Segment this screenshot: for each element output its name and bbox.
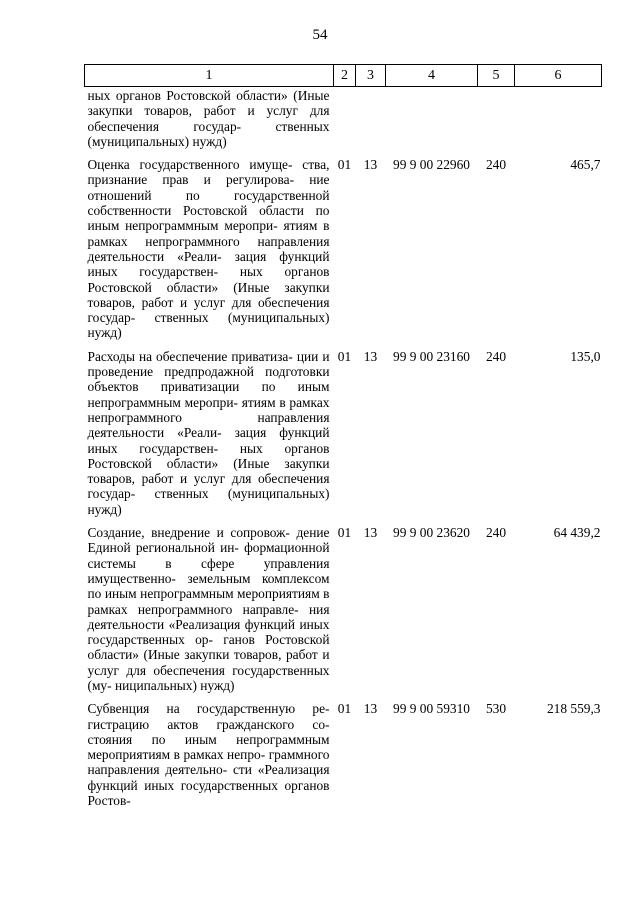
amount: 64 439,2 — [553, 525, 601, 541]
section-code: 01 — [337, 157, 352, 173]
description-line: управления имущественно- — [87, 555, 330, 586]
row-description — [85, 157, 334, 349]
row-description — [85, 349, 334, 525]
amount — [515, 87, 602, 158]
description-line: сти «Реализация функций иных — [87, 762, 330, 793]
section-code — [334, 87, 356, 158]
description-line: зация функций иных государствен- — [87, 425, 330, 456]
column-header-1: 1 — [85, 65, 334, 87]
amount: 218 559,3 — [546, 701, 601, 717]
column-header-3: 3 — [356, 65, 386, 87]
description-line: ние отношений по государственной — [87, 172, 330, 203]
description-line: Субвенция на государственную ре- — [87, 701, 330, 717]
table-row — [85, 701, 602, 816]
expense-type-code: 530 — [485, 701, 507, 717]
subsection-code: 13 — [363, 348, 378, 364]
description-line: функций иных государственных ор- — [87, 616, 330, 648]
amount: 465,7 — [570, 157, 601, 173]
description-line: направления деятельности «Реали- — [87, 409, 330, 441]
description-line: подготовки объектов приватизации — [87, 364, 330, 395]
table-row — [85, 349, 602, 525]
target-article-code: 99 9 00 22960 — [393, 157, 470, 173]
description-line: собственности Ростовской области — [87, 203, 304, 219]
subsection-code: 13 — [363, 157, 378, 173]
row-description — [85, 525, 334, 701]
description-line: дение Единой региональной ин- — [87, 525, 330, 556]
table-row — [85, 525, 602, 701]
section-code: 01 — [337, 701, 352, 717]
page-number: 54 — [312, 27, 328, 43]
subsection-code — [356, 87, 386, 158]
description-line: ятиям в рамках непрограммного — [87, 394, 330, 425]
expense-type-code: 240 — [485, 525, 507, 541]
description-line: услуг для обеспечения государ- — [87, 294, 330, 326]
description-line: обеспечения государственных (му- — [87, 662, 330, 693]
target-article-code: 99 9 00 59310 — [393, 701, 470, 717]
description-line: по иным непрограммным меропри- — [87, 203, 330, 234]
description-line: ния деятельности «Реализация — [87, 601, 330, 632]
expense-type-code: 240 — [485, 348, 507, 364]
description-line: ственных (муниципальных) нужд) — [87, 486, 330, 517]
description-line: непрограммным мероприятиям в — [140, 586, 330, 602]
description-line: гистрацию актов гражданского со- — [87, 716, 330, 732]
column-header-2: 2 — [334, 65, 356, 87]
section-code: 01 — [337, 525, 352, 541]
description-line: ниципальных) нужд) — [114, 677, 235, 693]
description-line: земельным комплексом по иным — [87, 570, 330, 602]
header-row — [85, 65, 602, 87]
budget-table — [84, 64, 602, 816]
target-article-code: 99 9 00 23160 — [393, 348, 470, 364]
description-line: рамках непрограммного направле- — [87, 601, 299, 617]
description-line: государственных органов Ростов- — [87, 777, 330, 809]
description-line: Оценка государственного имуще- — [87, 157, 293, 173]
column-header-5: 5 — [478, 65, 515, 87]
target-article-code — [386, 87, 478, 158]
table-row — [85, 87, 602, 158]
target-article-code: 99 9 00 23620 — [393, 525, 470, 541]
description-line: стояния по иным непрограммным — [87, 731, 330, 747]
description-line: граммного направления деятельно- — [87, 747, 330, 778]
row-description — [85, 701, 334, 816]
description-line: ных органов Ростовской области» — [87, 88, 288, 103]
description-line: мероприятиям в рамках непро- — [87, 747, 266, 763]
description-line: ственных (муниципальных) нужд) — [87, 310, 330, 341]
description-line: (Иные закупки товаров, работ и — [87, 279, 330, 310]
description-line: зация функций иных государствен- — [87, 248, 330, 280]
description-line: (Иные закупки товаров, работ и — [87, 455, 330, 487]
description-line: формационной системы в сфере — [87, 540, 330, 571]
description-line: направления деятельности «Реали- — [87, 233, 330, 264]
description-line: ных органов Ростовской области» — [87, 440, 330, 471]
description-line: ятиям в рамках непрограммного — [87, 218, 330, 249]
section-code: 01 — [337, 348, 352, 364]
row-description — [85, 87, 334, 158]
description-line: ции и проведение предпродажной — [87, 348, 330, 380]
description-line: ственных (муниципальных) нужд) — [87, 118, 330, 149]
description-line: по иным непрограммным меропри- — [87, 379, 330, 410]
amount: 135,0 — [570, 348, 601, 364]
expense-type-code — [478, 87, 515, 158]
description-line: (Иные закупки товаров, работ и — [87, 88, 330, 119]
expense-type-code: 240 — [485, 157, 507, 173]
subsection-code: 13 — [363, 525, 378, 541]
description-line: ства, признание прав и регулирова- — [87, 157, 330, 188]
table-row — [85, 157, 602, 349]
subsection-code: 13 — [363, 701, 378, 717]
description-line: Расходы на обеспечение приватиза- — [87, 348, 293, 364]
description-line: услуг для обеспечения государ- — [87, 471, 330, 502]
description-line: Создание, внедрение и сопровож- — [87, 525, 290, 541]
table-body — [85, 87, 602, 817]
description-line: ганов Ростовской области» (Иные — [87, 632, 330, 663]
description-line: услуг для обеспечения государ- — [87, 103, 330, 134]
column-header-4: 4 — [386, 65, 478, 87]
description-line: ных органов Ростовской области» — [87, 264, 330, 295]
column-header-6: 6 — [515, 65, 602, 87]
description-line: закупки товаров, работ и услуг для — [87, 647, 330, 678]
